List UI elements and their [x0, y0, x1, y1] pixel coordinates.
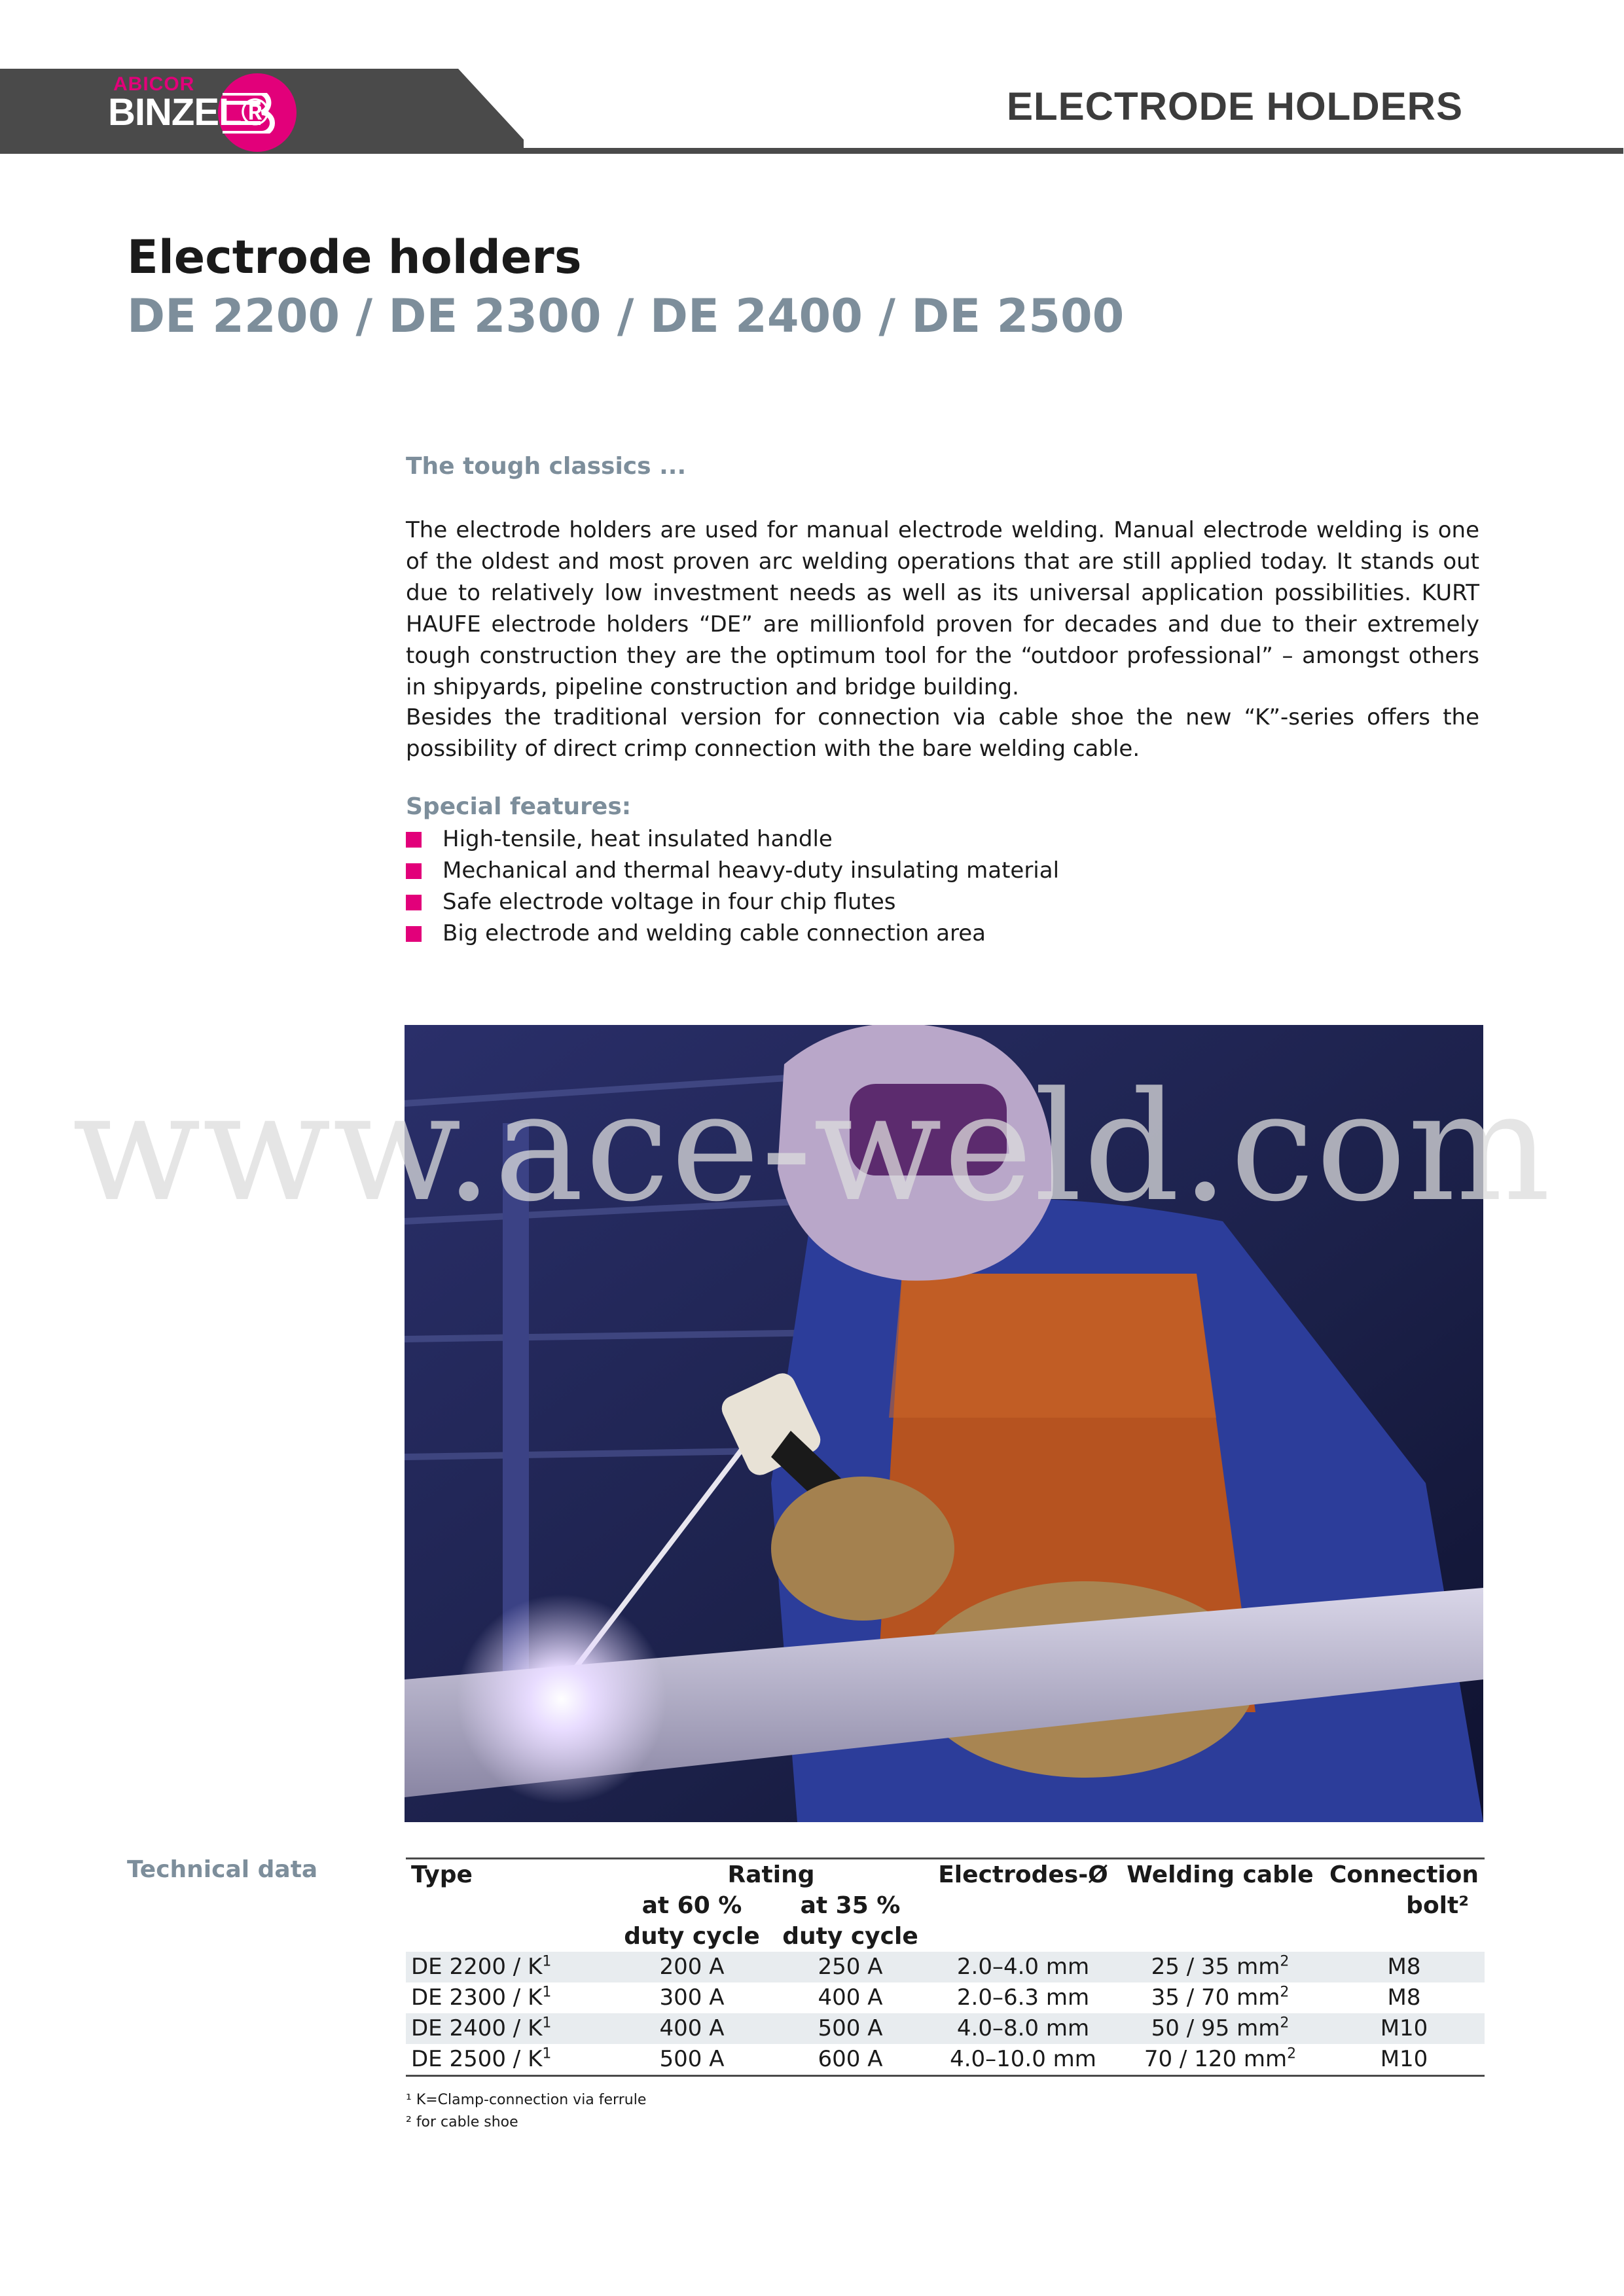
col-rating-35: at 35 %: [800, 1892, 901, 1919]
header-rule: [458, 148, 1623, 154]
table-header-row: [406, 1921, 1485, 1952]
logo-abicor: ABICOR: [113, 73, 195, 95]
table-row: DE $2500 / K^1$ 500 A 600 A 4.0–10.0 mm 70 / 120 $mm^2$ M10: [411, 2045, 1428, 2072]
intro-heading: The tough classics ...: [406, 453, 687, 480]
col-duty-35: duty cycle: [782, 1923, 918, 1950]
footnote-2: ² for cable shoe: [406, 2114, 518, 2130]
col-cable: Welding cable: [1127, 1861, 1314, 1888]
bullet-square-icon: [406, 895, 422, 910]
features-list: [406, 823, 1479, 949]
page-header-title: ELECTRODE HOLDERS: [1006, 84, 1463, 128]
technical-data-label: Technical data: [127, 1856, 318, 1883]
col-rating: Rating: [727, 1861, 815, 1888]
table-header-row: [406, 1890, 1485, 1921]
technical-data-table: [406, 1857, 1485, 2077]
col-rating-60: at 60 %: [641, 1892, 742, 1919]
bullet-square-icon: [406, 863, 422, 879]
table-row: DE $2300 / K^1$ 300 A 400 A 2.0–6.3 mm 35 / 70 $mm^2$ M8: [411, 1984, 1421, 2011]
col-electrodes: Electrodes-Ø: [938, 1861, 1108, 1888]
page-title: Electrode holders: [127, 230, 582, 284]
watermark-text: www.ace-weld.com: [72, 1060, 1552, 1235]
intro-paragraph-2: Besides the traditional version for connection via cable shoe the new “K”-series offers the possibility of direct crimp connection with the bare welding cable.: [406, 704, 1479, 762]
feature-item: Safe electrode voltage in four chip flutes: [406, 886, 1479, 918]
table-row: DE $2400 / K^1$ 400 A 500 A 4.0–8.0 mm 50 / 95 $mm^2$ M10: [406, 2013, 1485, 2044]
feature-item: High-tensile, heat insulated handle: [406, 823, 1479, 855]
feature-item: Big electrode and welding cable connection area: [406, 918, 1479, 949]
col-type: Type: [411, 1861, 473, 1888]
features-heading: Special features:: [406, 793, 632, 820]
footnote-1: ¹ K=Clamp-connection via ferrule: [406, 2092, 647, 2108]
intro-paragraph-1: The electrode holders are used for manual electrode welding. Manual electrode welding is one of the oldest and most proven arc welding operations that are still applied today. It stands out due to relatively low investment needs as well as its universal application possibilities. KURT HAUFE electrode holders “DE” are millionfold proven for decades and due to their extremely tough construction they are the optimum tool for the “outdoor professional” – amongst others in shipyards, pipeline construction and bridge building.: [406, 517, 1479, 700]
binzel-logo: [108, 73, 304, 152]
bullet-square-icon: [406, 832, 422, 848]
table-header-row: [406, 1859, 1485, 1890]
table-row: DE $2200 / K^1$ 200 A 250 A 2.0–4.0 mm 25 / 35 $mm^2$ M8: [406, 1952, 1485, 1982]
col-duty-60: duty cycle: [624, 1923, 760, 1950]
page-subtitle: DE 2200 / DE 2300 / DE 2400 / DE 2500: [127, 289, 1125, 343]
bullet-square-icon: [406, 926, 422, 942]
logo-binzel: BINZEL®: [108, 91, 269, 134]
col-bolt-2: bolt²: [1406, 1892, 1469, 1919]
feature-item: Mechanical and thermal heavy-duty insulating material: [406, 855, 1479, 886]
col-bolt: Connection: [1329, 1861, 1479, 1888]
